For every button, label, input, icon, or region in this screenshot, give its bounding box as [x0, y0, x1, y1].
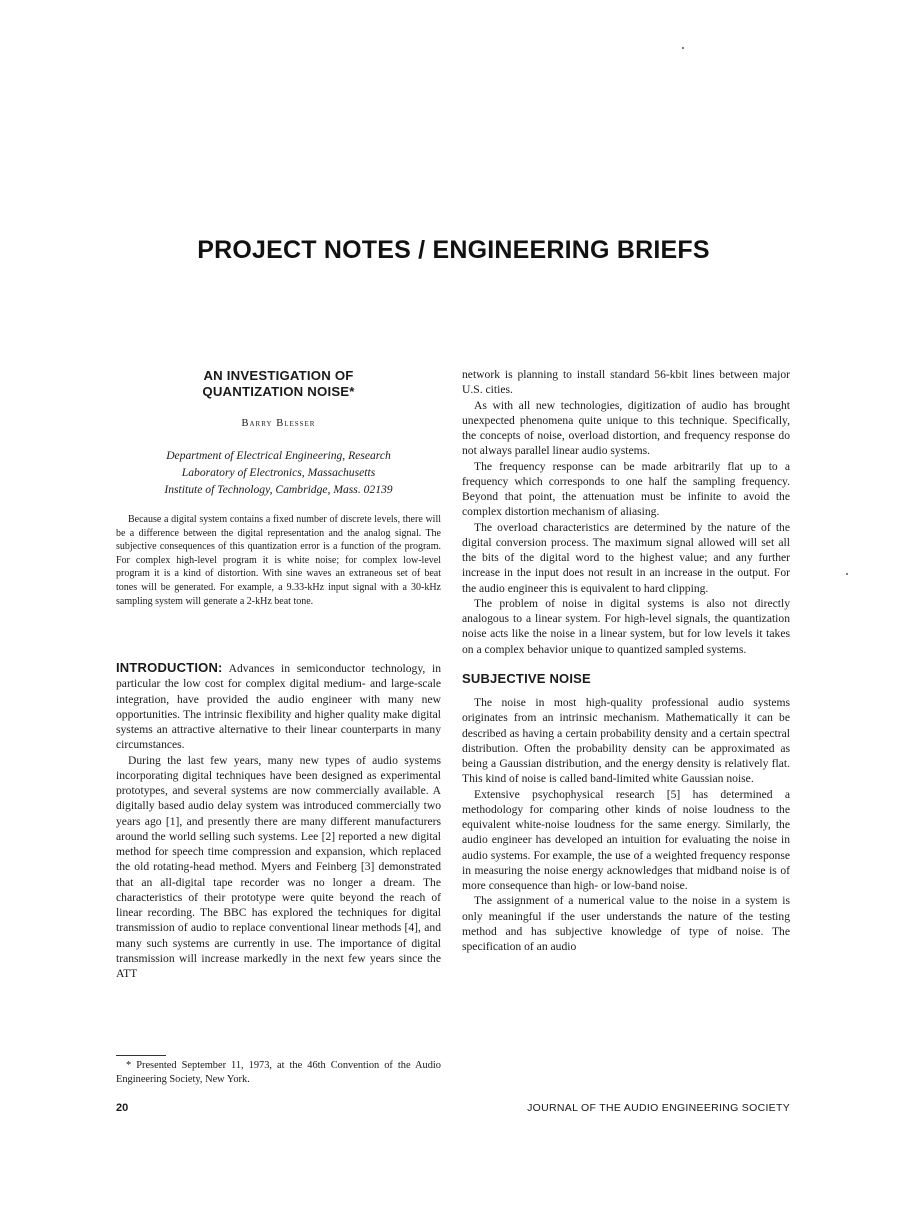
affiliation-line-1: Department of Electrical Engineering, Research: [166, 449, 391, 462]
article-title-line-1: AN INVESTIGATION OF: [203, 368, 354, 383]
affiliation-line-3: Institute of Technology, Cambridge, Mass. 02139: [164, 483, 393, 496]
footnote-text: * Presented September 11, 1973, at the 46th Convention of the Audio Engineering Society, New York.: [116, 1060, 441, 1085]
affiliation-line-2: Laboratory of Electronics, Massachusetts: [181, 466, 376, 479]
author-affiliation: [116, 447, 441, 498]
article-title-line-2: QUANTIZATION NOISE*: [202, 384, 355, 399]
right-column: [462, 367, 790, 954]
abstract: [116, 513, 441, 608]
intro-heading: INTRODUCTION:: [116, 660, 223, 675]
subjective-noise-heading: SUBJECTIVE NOISE: [462, 670, 591, 686]
body-paragraph: Extensive psychophysical research [5] has determined a methodology for comparing other kinds of noise loudness to the equivalent white-noise loudness for the same energy. Similarly, the audio engineer has developed an intuition for evaluating the noise in audio systems. For example, the use of a weighted frequency response in measuring the noise energy acknowledges that midband noise is of more consequence than high- or low-band noise.: [462, 787, 790, 892]
intro-paragraph-1: [116, 660, 441, 753]
body-paragraph: As with all new technologies, digitization of audio has brought unexpected phenomena quite unique to this technique. Specifically, the concepts of noise, overload distortion, and frequency response do not always parallel linear audio systems.: [462, 398, 790, 458]
body-paragraph: The assignment of a numerical value to the noise in a system is only meaningful if the user understands the nature of the testing method and has subjective knowledge of type of noise. The specification of an audio: [462, 894, 790, 953]
body-paragraph: network is planning to install standard 56-kbit lines between major U.S. cities.: [462, 368, 790, 397]
scan-speck: [846, 573, 848, 575]
body-paragraph: The problem of noise in digital systems is also not directly analogous to a linear system. For high-level signals, the quantization noise acts like the noise in a linear system, but for low levels it takes on a complex behavior unique to quantized sampled systems.: [462, 596, 790, 656]
page-number: 20: [116, 1102, 129, 1114]
introduction-section: [116, 660, 441, 981]
body-paragraph: The frequency response can be made arbitrarily flat up to a frequency which corresponds to one half the sampling frequency. Beyond that point, the attenuation must be infinite to avoid the complex distortion mechanism of aliasing.: [462, 459, 790, 519]
footnote: [116, 1059, 441, 1086]
article-title: [116, 368, 441, 400]
intro-paragraph-1-text: Advances in semiconductor technology, in particular the low cost for complex digital medium- and large-scale integration, have provided the audio engineer with many new opportunities. The intrinsic flexibility and higher quality make digital systems an attractive alternative to their linear counterparts in many circumstances.: [116, 662, 441, 752]
body-paragraph: The noise in most high-quality professional audio systems originates from an intrinsic mechanism. Mathematically it can be described as having a certain probability density and a certain spectral distribution. Often the probability density can be approximated as being a Gaussian distribution, and the energy density is relatively flat. This kind of noise is called band-limited white Gaussian noise.: [462, 696, 790, 786]
body-paragraph: The overload characteristics are determined by the nature of the digital conversion process. The maximum signal allowed will set all the bits of the digital word to the highest value; and any further increase in the input does not result in an increase in the output. For the audio engineer this is equivalent to hard clipping.: [462, 520, 790, 595]
author-name: Barry Blesser: [241, 418, 316, 429]
abstract-text: Because a digital system contains a fixed number of discrete levels, there will be a difference between the digital representation and the analog signal. The subjective consequences of this quantization error is a function of the program. For complex high-level program it is white noise; for complex low-level program it is a kind of distortion. With sine waves an extraneous set of beat tones will be generated. For example, a 9.33-kHz input signal with a 30-kHz sampling system will generate a 2-kHz beat tone.: [116, 514, 441, 607]
section-title: PROJECT NOTES / ENGINEERING BRIEFS: [197, 236, 710, 264]
scan-speck: [682, 47, 684, 49]
intro-paragraph-2: During the last few years, many new types of audio systems incorporating digital techniques have been designed as experimental prototypes, and several systems are now commercially available. A digitally based audio delay system was introduced commercially two years ago [1], and presently there are many different manufacturers around the world selling such systems. Lee [2] reported a new digital method for speech time compression and expansion, which replaced the old rotating-head method. Myers and Feinberg [3] demonstrated that an all-digital tape recorder was no longer a dream. The characteristics of their prototype were quite beyond the reach of linear recording. The BBC has explored the techniques for digital transmission of audio to replace conventional linear methods [4], and many such systems are currently in use. The importance of digital transmission will increase markedly in the next few years since the ATT: [116, 753, 441, 980]
footnote-rule: [116, 1055, 166, 1056]
journal-name: JOURNAL OF THE AUDIO ENGINEERING SOCIETY: [527, 1102, 790, 1114]
